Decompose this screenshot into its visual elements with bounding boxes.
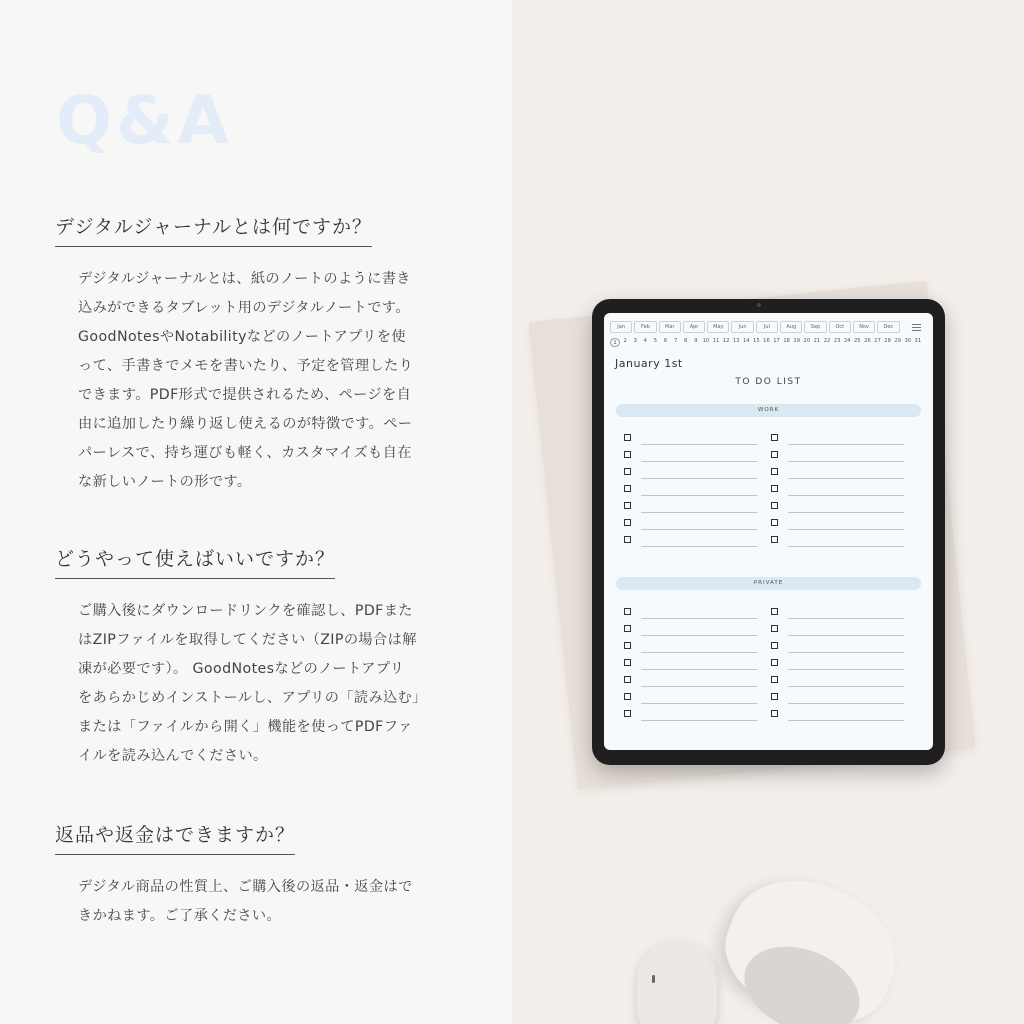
day-link[interactable]: 7 (673, 338, 678, 344)
todo-checkbox[interactable] (624, 710, 631, 717)
todo-line[interactable] (788, 635, 904, 636)
month-tab[interactable]: May (707, 321, 729, 333)
date-title: January 1st (615, 357, 683, 370)
qa-heading: Q&A (56, 82, 233, 159)
month-tab[interactable]: Jul (756, 321, 778, 333)
todo-row (761, 672, 901, 689)
todo-row (614, 515, 754, 532)
day-link[interactable]: 10 (702, 338, 710, 344)
todo-row (614, 706, 754, 723)
todo-checkbox[interactable] (771, 642, 778, 649)
todo-checkbox[interactable] (624, 485, 631, 492)
todo-line[interactable] (641, 444, 757, 445)
day-link[interactable]: 15 (753, 338, 760, 344)
month-tab[interactable]: Aug (780, 321, 802, 333)
todo-line[interactable] (788, 444, 904, 445)
day-link[interactable]: 16 (763, 338, 770, 344)
todo-row (761, 464, 901, 481)
todo-checkbox[interactable] (771, 536, 778, 543)
todo-row (614, 532, 754, 549)
todo-row (614, 621, 754, 638)
todo-line[interactable] (788, 512, 904, 513)
day-link[interactable]: 11 (712, 338, 720, 344)
todo-row (761, 689, 901, 706)
todo-row (614, 672, 754, 689)
question-1: デジタルジャーナルとは何ですか？ (55, 212, 372, 247)
todo-line[interactable] (641, 461, 757, 462)
answer-line: はZIPファイルを取得してください（ZIPの場合は解 (78, 632, 417, 648)
day-strip (610, 338, 923, 347)
answer-2 (78, 597, 453, 771)
todo-line[interactable] (788, 529, 904, 530)
question-2: どうやって使えばいいですか？ (55, 544, 335, 579)
todo-checkbox[interactable] (771, 434, 778, 441)
todo-checkbox[interactable] (771, 468, 778, 475)
qa-section-2 (55, 544, 455, 771)
day-link[interactable]: 22 (823, 338, 831, 344)
day-link[interactable]: 21 (813, 338, 821, 344)
day-link[interactable]: 14 (742, 338, 750, 344)
private-band: PRIVATE (616, 577, 921, 590)
answer-3 (78, 873, 453, 931)
answer-line: 凍が必要です）。 GoodNotesなどのノートアプリ (78, 661, 405, 677)
todo-checkbox[interactable] (624, 693, 631, 700)
todo-checkbox[interactable] (624, 659, 631, 666)
month-tab[interactable]: Feb (634, 321, 656, 333)
todo-checkbox[interactable] (771, 676, 778, 683)
headphone-button (652, 975, 655, 983)
todo-checkbox[interactable] (771, 451, 778, 458)
headphone-cup (637, 940, 717, 1024)
qa-section-3 (55, 820, 455, 931)
day-link[interactable]: 30 (904, 338, 912, 344)
day-link[interactable]: 3 (633, 338, 637, 344)
todo-line[interactable] (788, 686, 904, 687)
todo-row (761, 706, 901, 723)
answer-line: デジタル商品の性質上、ご購入後の返品・返金はで (78, 879, 413, 895)
answer-line: な新しいノートの形です。 (78, 474, 252, 490)
tablet-screen (604, 313, 933, 750)
todo-line[interactable] (641, 512, 757, 513)
todo-checkbox[interactable] (624, 536, 631, 543)
menu-icon[interactable] (912, 324, 921, 333)
month-tab[interactable]: Jan (610, 321, 632, 333)
day-link[interactable]: 8 (684, 338, 688, 344)
todo-line[interactable] (641, 529, 757, 530)
todo-checkbox[interactable] (771, 710, 778, 717)
todo-row (614, 655, 754, 672)
todo-line[interactable] (788, 720, 904, 721)
day-link[interactable]: 9 (694, 338, 698, 344)
answer-1 (78, 265, 453, 497)
day-link[interactable]: 18 (783, 338, 790, 344)
todo-checkbox[interactable] (771, 693, 778, 700)
todo-checkbox[interactable] (771, 659, 778, 666)
todo-row (761, 638, 901, 655)
work-band: WORK (616, 404, 921, 417)
answer-line: できます。PDF形式で提供されるため、ページを自 (78, 387, 412, 403)
day-link[interactable]: 24 (843, 338, 851, 344)
day-link[interactable]: 19 (793, 338, 801, 344)
todo-checkbox[interactable] (624, 502, 631, 509)
day-link[interactable]: 17 (773, 338, 780, 344)
todo-line[interactable] (641, 635, 757, 636)
todo-row (761, 481, 901, 498)
todo-checkbox[interactable] (771, 519, 778, 526)
todo-row (761, 498, 901, 515)
todo-row (614, 481, 754, 498)
todo-row (761, 621, 901, 638)
answer-line: 由に追加したり繰り返し使えるのが特徴です。ペー (78, 416, 413, 432)
todo-checkbox[interactable] (624, 451, 631, 458)
todo-row (614, 638, 754, 655)
todo-line[interactable] (641, 618, 757, 619)
month-tab[interactable]: Nov (853, 321, 875, 333)
todo-checkbox[interactable] (771, 608, 778, 615)
answer-line: パーレスで、持ち運びも軽く、カスタマイズも自在 (78, 445, 412, 461)
todo-row (761, 430, 901, 447)
todo-line[interactable] (641, 495, 757, 496)
private-column-left (614, 604, 754, 723)
todo-row (614, 498, 754, 515)
private-column-right (761, 604, 901, 723)
day-link[interactable]: 12 (722, 338, 730, 344)
month-tab[interactable]: Dec (877, 321, 899, 333)
day-link[interactable]: 27 (874, 338, 881, 344)
todo-line[interactable] (788, 546, 904, 547)
todo-row (614, 430, 754, 447)
todo-row (614, 689, 754, 706)
day-link[interactable]: 20 (803, 338, 811, 344)
answer-line: 込みができるタブレット用のデジタルノートです。 (78, 300, 410, 316)
month-tabs (610, 321, 900, 333)
work-column-left (614, 430, 754, 549)
day-link[interactable]: 23 (833, 338, 841, 344)
month-tab[interactable]: Oct (829, 321, 851, 333)
todo-line[interactable] (641, 546, 757, 547)
todo-row (761, 447, 901, 464)
day-link[interactable]: 29 (894, 338, 901, 344)
todo-line[interactable] (788, 495, 904, 496)
day-link[interactable]: 13 (732, 338, 740, 344)
todo-line[interactable] (788, 461, 904, 462)
todo-line[interactable] (641, 720, 757, 721)
month-tab[interactable]: Mar (659, 321, 681, 333)
todo-line[interactable] (788, 703, 904, 704)
answer-line: イルを読み込んでください。 (78, 748, 268, 764)
todo-row (761, 655, 901, 672)
answer-line: GoodNotesやNotabilityなどのノートアプリを使 (78, 329, 406, 345)
question-3: 返品や返金はできますか？ (55, 820, 295, 855)
todo-line[interactable] (788, 652, 904, 653)
todo-checkbox[interactable] (771, 485, 778, 492)
tablet-device (592, 299, 945, 765)
camera-icon (757, 303, 761, 307)
answer-line: または「ファイルから開く」機能を使ってPDFファ (78, 719, 413, 735)
month-tab[interactable]: Jun (731, 321, 753, 333)
day-link[interactable]: 25 (853, 338, 861, 344)
day-link[interactable]: 26 (864, 338, 871, 344)
todo-line[interactable] (641, 686, 757, 687)
todo-row (761, 604, 901, 621)
todo-line[interactable] (788, 669, 904, 670)
month-tab[interactable]: Sep (804, 321, 826, 333)
qa-section-1 (55, 212, 455, 497)
todo-list-title: TO DO LIST (735, 377, 802, 387)
todo-checkbox[interactable] (624, 676, 631, 683)
todo-line[interactable] (788, 478, 904, 479)
todo-checkbox[interactable] (624, 434, 631, 441)
todo-line[interactable] (641, 703, 757, 704)
todo-checkbox[interactable] (624, 608, 631, 615)
todo-checkbox[interactable] (771, 502, 778, 509)
work-column-right (761, 430, 901, 549)
answer-line: って、手書きでメモを書いたり、予定を管理したり (78, 358, 414, 374)
todo-checkbox[interactable] (771, 625, 778, 632)
day-link[interactable]: 28 (884, 338, 891, 344)
day-link[interactable]: 2 (623, 338, 627, 344)
day-link[interactable]: 31 (914, 338, 922, 344)
answer-line: ご購入後にダウンロードリンクを確認し、PDFまた (78, 603, 413, 619)
month-tab[interactable]: Apr (683, 321, 705, 333)
todo-row (761, 532, 901, 549)
todo-line[interactable] (641, 652, 757, 653)
day-link[interactable]: 1 (610, 338, 620, 347)
answer-line: きかねます。ご了承ください。 (78, 908, 282, 924)
todo-row (614, 604, 754, 621)
photo-panel (512, 0, 1024, 1024)
todo-line[interactable] (641, 669, 757, 670)
answer-line: をあらかじめインストールし、アプリの「読み込む」 (78, 690, 427, 706)
todo-row (614, 464, 754, 481)
day-link[interactable]: 4 (643, 338, 647, 344)
todo-row (614, 447, 754, 464)
day-link[interactable]: 5 (653, 338, 658, 344)
todo-checkbox[interactable] (624, 468, 631, 475)
todo-checkbox[interactable] (624, 625, 631, 632)
todo-line[interactable] (641, 478, 757, 479)
todo-checkbox[interactable] (624, 519, 631, 526)
todo-row (761, 515, 901, 532)
todo-line[interactable] (788, 618, 904, 619)
day-link[interactable]: 6 (663, 338, 668, 344)
todo-checkbox[interactable] (624, 642, 631, 649)
answer-line: デジタルジャーナルとは、紙のノートのように書き (78, 271, 411, 287)
